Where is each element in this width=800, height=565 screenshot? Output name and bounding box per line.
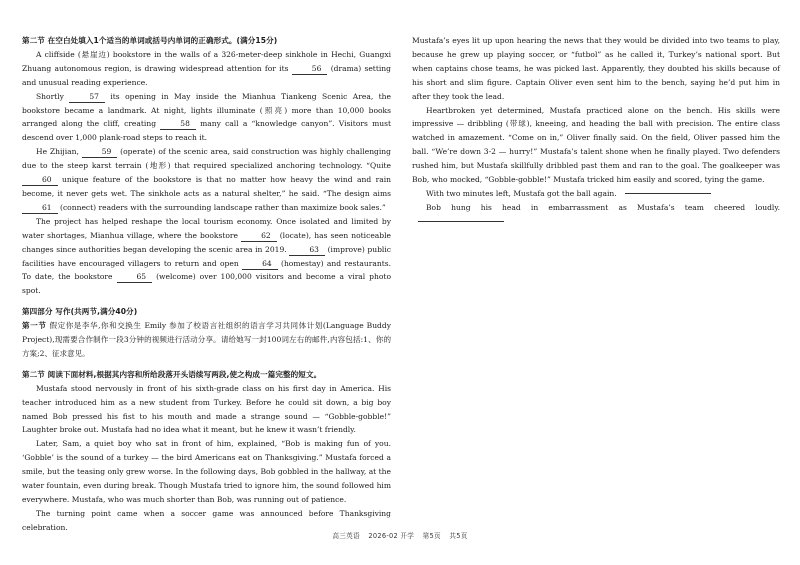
blank-60[interactable]: 60: [22, 174, 58, 186]
answer-line-1[interactable]: [625, 193, 711, 194]
footer-term: 2026-02 开学: [368, 532, 415, 540]
text-run: (homestay) and restaurants. To date, the bookstore: [22, 258, 392, 282]
cloze-paragraph-2: [22, 90, 391, 146]
blank-56[interactable]: 56: [292, 63, 328, 75]
footer-total: 共5页: [449, 532, 468, 540]
page-footer: [0, 530, 800, 540]
left-column: [22, 34, 391, 535]
text-run: The project has helped reshape the local tourism economy. Once isolated and limited by water shortages, Mianhua village, where the bookstore: [22, 216, 391, 240]
text-run: many call a “knowledge canyon”. Visitors must descend over 1,000 plank-road steps to reach it.: [22, 119, 391, 143]
story-paragraph-4: Mustafa’s eyes lit up upon hearing the news that they would be divided into two teams to play, because he grew up playing soccer, or “futbol” as he called it, Turkey’s national sport. But when captains chose teams, he was picked last. Apparently, they doubted his skills because of his short and slim figure. Captain Oliver even sent him to the bench, saying he’d put him in after they took the lead.: [412, 36, 780, 101]
story-paragraph-5: Heartbroken yet determined, Mustafa practiced alone on the bench. His skills were impressive — dribbling (带球), kneeing, and heading the ball with precision. The entire class watched in amazement. “Come on in,” Oliver finally said. On the field, Oliver passed him the ball. “We’re down 3-2 — hurry!” Mustafa’s talent shone when he finally played. Two defenders rushed him, but Mustafa skillfully dribbled past them and ran to the goal. The goalkeeper was Bob, who mocked, “Gobble-gobble!” Mustafa tricked him easily and scored, tying the game.: [412, 105, 780, 185]
text-run: (operate) of the scenic area, said construction was highly challenging due to the steep karst terrain (地形) that required specialized anchoring technology. “Quite: [22, 147, 391, 171]
blank-62[interactable]: 62: [241, 230, 277, 242]
story-paragraph-3: The turning point came when a soccer game was announced before Thanksgiving celebration.: [22, 508, 391, 532]
text-run: (connect) readers with the surrounding landscape rather than maximize book sales.”: [60, 202, 386, 212]
cloze-paragraph-1: [22, 48, 391, 90]
writing-task-1-label: 第一节: [22, 321, 47, 331]
blank-63[interactable]: 63: [289, 244, 325, 256]
blank-59[interactable]: 59: [82, 146, 118, 158]
cloze-paragraph-3: [22, 145, 391, 215]
blank-58[interactable]: 58: [160, 118, 196, 130]
writing-task-2-heading: 第二节 阅读下面材料,根据其内容和所给段落开头语续写两段,使之构成一篇完整的短文。: [22, 369, 322, 379]
text-run: He Zhijian,: [36, 147, 79, 157]
writing-task-1-text: 假定你是李华,你和交换生 Emily 参加了校语言社组织的语言学习共同体计划(Language Buddy Project),现需要合作制作一段3分钟的视频进行活动分享。请给她写一封100词左右的邮件,内容包括:1、你的方案;2、征求意见。: [22, 321, 391, 358]
part4-heading: 第四部分 写作(共两节,满分40分): [22, 307, 138, 317]
footer-page: 第5页: [422, 532, 441, 540]
cloze-paragraph-4: [22, 215, 391, 298]
story-paragraph-2: Later, Sam, a quiet boy who sat in front of him, explained, “Bob is making fun of you. ‘Gobble’ is the sound of a turkey — the bird Americans eat on Thanksgiving.” Mustafa forced a smile, but the teasing only grew worse. In the following days, Bob gobbled in the hallway, at the water fountain, even during break. Though Mustafa tried to ignore him, the sound followed him everywhere. Mustafa, who was much shorter than Bob, was running out of patience.: [22, 439, 391, 504]
continuation-opening-1: [412, 187, 780, 201]
answer-line-2[interactable]: [418, 221, 504, 222]
blank-57[interactable]: 57: [69, 91, 105, 103]
text-run: A cliffside (悬崖边) bookstore in the walls of a 326-meter-deep sinkhole in Hechi, Guangxi Zhuang autonomous region, is drawing widespread attention for its: [22, 49, 391, 73]
writing-task-1: [22, 319, 391, 361]
text-run: (locate), has seen noticeable changes since authorities began developing the scenic area in 2019.: [22, 230, 392, 254]
text-run: Shortly: [36, 91, 64, 101]
footer-grade: 高三英语: [332, 532, 360, 540]
text-run: (welcome) over 100,000 visitors and become a viral photo spot.: [22, 272, 391, 296]
text-run: (drama) setting and unusual reading experience.: [22, 63, 391, 87]
continuation-text-1: With two minutes left, Mustafa got the ball again.: [426, 188, 617, 198]
continuation-opening-2: [412, 201, 780, 229]
text-run: unique feature of the bookstore is that no matter how heavy the wind and rain become, it never gets wet. The sinkhole acts as a natural shelter,” he said. “The design aims: [22, 175, 391, 198]
blank-61[interactable]: 61: [22, 202, 58, 214]
right-column: [412, 34, 780, 229]
text-run: (improve) public facilities have encouraged villagers to return and open: [22, 244, 391, 268]
blank-64[interactable]: 64: [242, 258, 278, 270]
story-paragraph-1: Mustafa stood nervously in front of his sixth-grade class on his first day in America. His teacher introduced him as a new student from Turkey. Before he could sit down, a big boy named Bob pressed his fist to his mouth and made a strange sound — “Gobble-gobble!” Laughter broke out. Mustafa had no idea what it meant, but he knew it wasn’t friendly.: [22, 383, 391, 435]
text-run: its opening in May inside the Mianhua Tiankeng Scenic Area, the bookstore became a landmark. At night, lights illuminate (照亮) more than 10,000 books arranged along the cliff, creating: [22, 91, 391, 129]
blank-65[interactable]: 65: [117, 271, 153, 283]
section2-heading: 第二节 在空白处填入1个适当的单词或括号内单词的正确形式。(满分15分): [22, 36, 278, 45]
continuation-text-2: Bob hung his head in embarrassment as Mustafa’s team cheered loudly.: [426, 202, 780, 212]
